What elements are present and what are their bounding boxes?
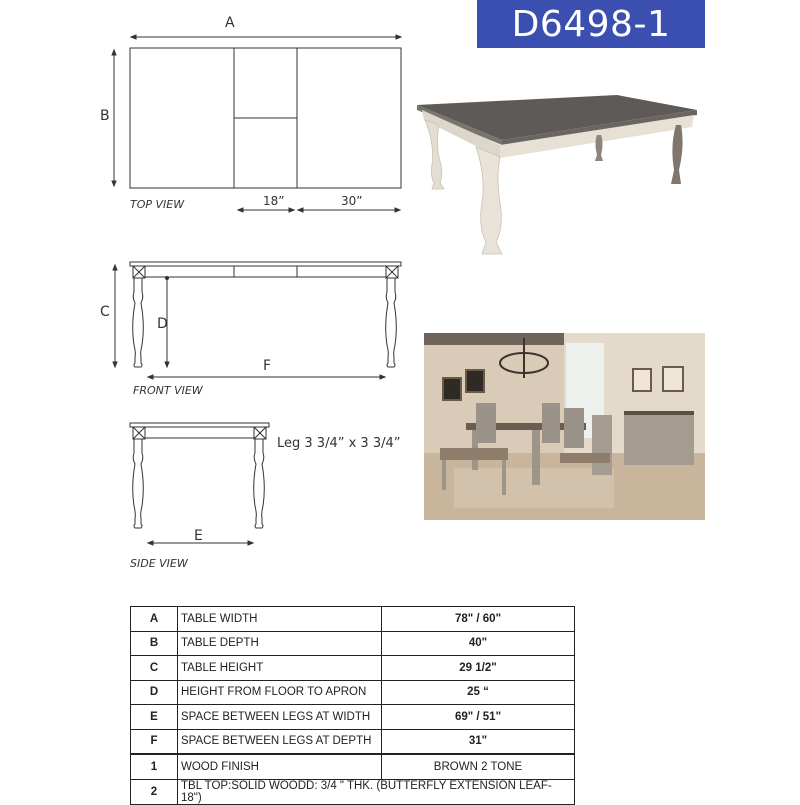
row-value: 69" / 51" xyxy=(382,705,575,730)
leg-size-note: Leg 3 3/4” x 3 3/4” xyxy=(277,436,401,451)
leaf-width-label: 18” xyxy=(263,194,285,208)
table-row xyxy=(131,656,575,681)
dimension-label-f: F xyxy=(263,358,272,374)
dimension-label-e: E xyxy=(194,528,203,544)
row-value: 31" xyxy=(382,729,575,754)
model-number: D6498-1 xyxy=(511,3,671,45)
front-view-caption: FRONT VIEW xyxy=(133,384,203,397)
side-view-caption: SIDE VIEW xyxy=(130,557,188,570)
table-product-photo xyxy=(412,85,708,275)
front-view-drawing xyxy=(0,255,420,385)
row-value: 25 “ xyxy=(382,680,575,705)
dimension-label-c: C xyxy=(100,304,110,320)
row-description: TBL TOP:SOLID WOODD: 3/4 " THK. (BUTTERFLY EXTENSION LEAF-18") xyxy=(178,779,575,804)
top-view-caption: TOP VIEW xyxy=(130,198,185,211)
row-key: E xyxy=(131,705,178,730)
row-value: BROWN 2 TONE xyxy=(382,754,575,779)
row-key: F xyxy=(131,729,178,754)
row-key: C xyxy=(131,656,178,681)
row-description: HEIGHT FROM FLOOR TO APRON xyxy=(178,680,382,705)
dimension-label-a: A xyxy=(225,15,235,31)
end-width-label: 30” xyxy=(341,194,363,208)
model-number-banner xyxy=(477,0,705,48)
row-value: 40" xyxy=(382,631,575,656)
row-key: B xyxy=(131,631,178,656)
table-row xyxy=(131,729,575,754)
table-row xyxy=(131,680,575,705)
dimension-label-d: D xyxy=(157,316,168,332)
table-row xyxy=(131,705,575,730)
table-row xyxy=(131,607,575,632)
row-key: D xyxy=(131,680,178,705)
table-row xyxy=(131,779,575,804)
dimension-label-b: B xyxy=(100,108,110,124)
row-description: WOOD FINISH xyxy=(178,754,382,779)
table-row xyxy=(131,631,575,656)
top-view-drawing xyxy=(0,0,420,215)
dining-room-photo xyxy=(424,333,705,520)
row-value: 29 1/2" xyxy=(382,656,575,681)
row-value: 78" / 60" xyxy=(382,607,575,632)
specifications-table xyxy=(130,606,575,805)
row-description: SPACE BETWEEN LEGS AT DEPTH xyxy=(178,729,382,754)
table-row xyxy=(131,754,575,779)
row-key: 2 xyxy=(131,779,178,804)
row-description: TABLE DEPTH xyxy=(178,631,382,656)
row-key: A xyxy=(131,607,178,632)
row-description: TABLE WIDTH xyxy=(178,607,382,632)
row-key: 1 xyxy=(131,754,178,779)
row-description: TABLE HEIGHT xyxy=(178,656,382,681)
row-description: SPACE BETWEEN LEGS AT WIDTH xyxy=(178,705,382,730)
